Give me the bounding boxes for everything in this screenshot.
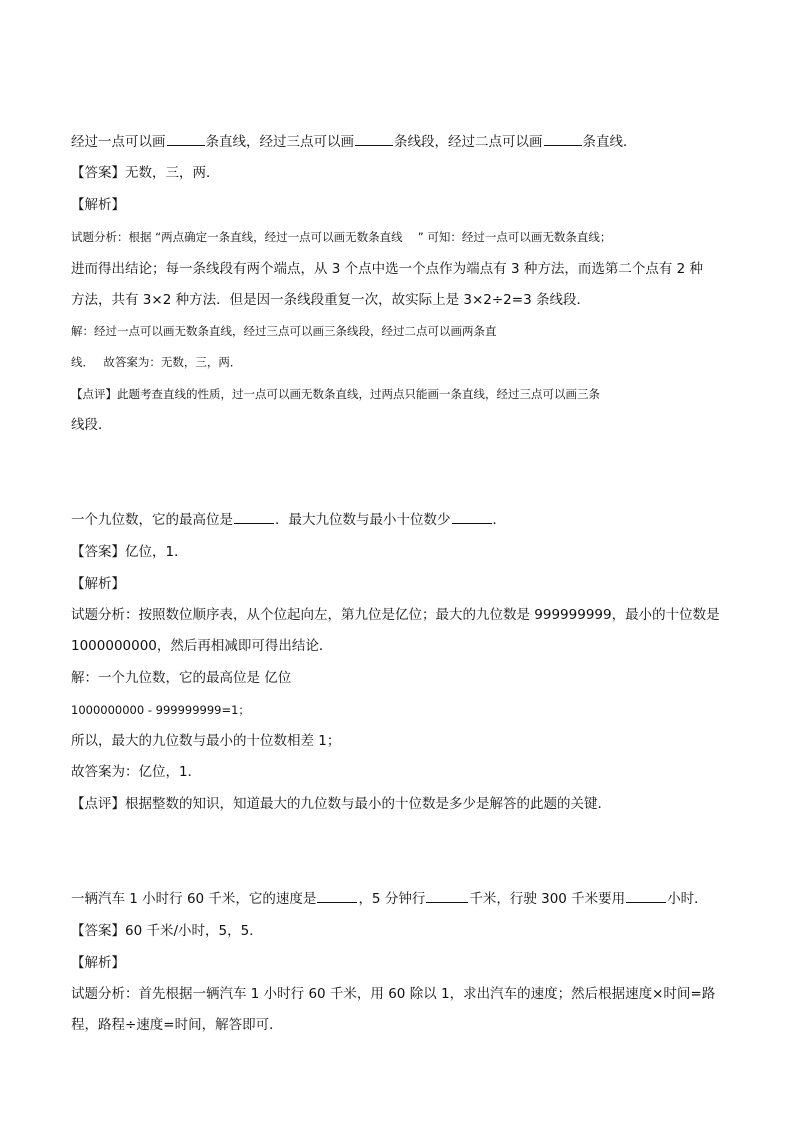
q1-analysis-line: 方法，共有 3×2 种方法．但是因一条线段重复一次，故实际上是 3×2÷2=3 条线段． (71, 292, 590, 308)
q1-answer: 【答案】无数，三，两． (71, 165, 220, 181)
q2-stem-part: 一个九位数，它的最高位是 (71, 512, 233, 528)
q2-solution-line: 所以，最大的九位数与最小的十位数相差 1； (71, 733, 341, 749)
q1-comment-line: 线段． (71, 417, 112, 433)
q1-solution-line: 线． 故答案为：无数，三，两． (71, 355, 242, 369)
q3-blank-2[interactable] (426, 890, 468, 903)
q1-blank-2[interactable] (355, 133, 393, 146)
q3-answer: 【答案】60 千米/小时，5，5． (71, 923, 263, 939)
q2-solution-line: 故答案为：亿位，1． (71, 764, 202, 780)
q2-blank-2[interactable] (452, 511, 492, 524)
q1-stem-part: 条直线． (582, 134, 637, 150)
q1-analysis-label: 【解析】 (71, 197, 125, 213)
q3-stem-part: ，5 分钟行 (358, 891, 426, 907)
q2-comment-line: 【点评】根据整数的知识，知道最大的九位数与最小的十位数是多少是解答的此题的关键． (71, 796, 611, 812)
q2-analysis-label: 【解析】 (71, 576, 125, 592)
q1-blank-3[interactable] (544, 133, 582, 146)
q3-analysis-line: 程，路程÷速度=时间，解答即可． (71, 1017, 283, 1033)
q2-stem-part: ．最大九位数与最小十位数少 (275, 512, 451, 528)
q1-analysis-line: 进而得出结论；每一条线段有两个端点，从 3 个点中选一个点作为端点有 3 种方法，而选第二个点有 2 种 (71, 261, 704, 277)
q3-blank-1[interactable] (317, 890, 357, 903)
q1-stem (71, 133, 637, 151)
q3-stem-part: 千米，行驶 300 千米要用 (469, 891, 626, 907)
q2-blank-1[interactable] (234, 511, 274, 524)
q3-analysis-line: 试题分析：首先根据一辆汽车 1 小时行 60 千米，用 60 除以 1，求出汽车的速度；然后根据速度×时间=路 (71, 986, 716, 1002)
q1-stem-part: 条线段，经过二点可以画 (394, 134, 543, 150)
q1-blank-1[interactable] (167, 133, 205, 146)
q3-analysis-label: 【解析】 (71, 955, 125, 971)
q2-analysis-line: 试题分析：按照数位顺序表，从个位起向左，第九位是亿位；最大的九位数是 999999999，最小的十位数是 (71, 607, 720, 623)
q2-stem (71, 511, 506, 529)
q3-stem-part: 小时． (667, 891, 708, 907)
q1-stem-part: 条直线，经过三点可以画 (205, 134, 354, 150)
q3-stem-part: 一辆汽车 1 小时行 60 千米，它的速度是 (71, 891, 317, 907)
q2-answer: 【答案】亿位，1． (71, 544, 188, 560)
q1-comment-line: 【点评】此题考查直线的性质，过一点可以画无数条直线，过两点只能画一条直线，经过三点可以画三条 (71, 387, 600, 401)
q2-stem-part: ． (492, 512, 506, 528)
q2-solution-line: 1000000000 - 999999999=1； (71, 703, 250, 717)
q1-stem-part: 经过一点可以画 (71, 134, 166, 150)
q3-stem (71, 890, 708, 908)
q1-analysis-line: 试题分析：根据 “两点确定一条直线，经过一点可以画无数条直线 ” 可知：经过一点可以画无数条直线； (71, 230, 612, 244)
q2-analysis-line: 1000000000，然后再相减即可得出结论． (71, 638, 333, 654)
q3-blank-3[interactable] (626, 890, 666, 903)
q1-solution-line: 解：经过一点可以画无数条直线，经过三点可以画三条线段，经过二点可以画两条直 (71, 324, 497, 338)
q2-solution-line: 解：一个九位数，它的最高位是 亿位 (71, 670, 292, 686)
